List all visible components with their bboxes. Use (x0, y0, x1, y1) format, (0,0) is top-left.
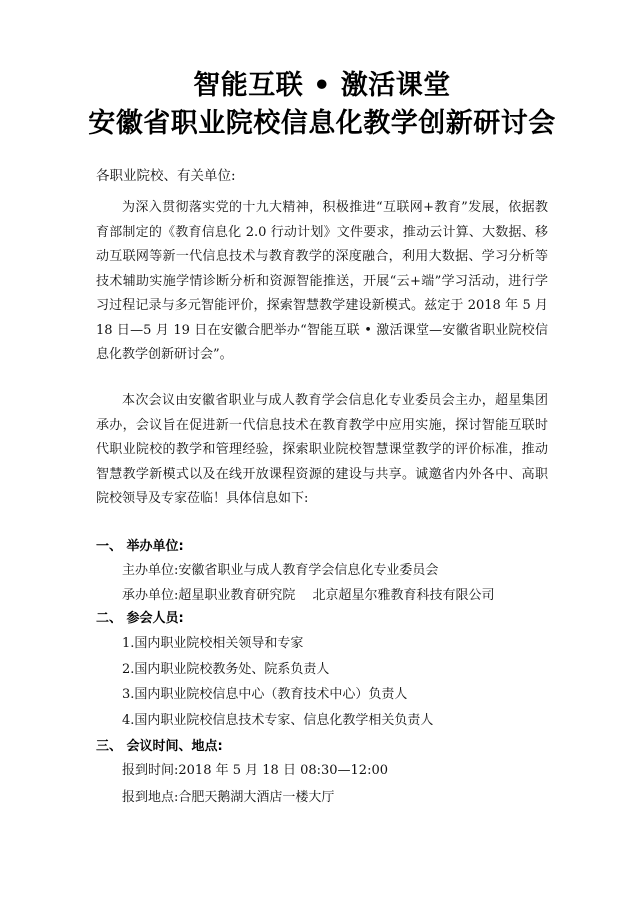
document-title-line1: 智能互联 • 激活课堂 (193, 70, 451, 101)
section-heading-organizers: 一、 举办单位: (96, 539, 184, 554)
conference-description-paragraph: 本次会议由安徽省职业与成人教育学会信息化专业委员会主办，超星集团承办，会议旨在促进新一代信息技术在教育教学中应用实施，探讨智能互联时代职业院校的教学和管理经验，探索职业院校智慧课堂教学的评价标准，推动智慧教学新模式以及在线开放课程资源的建设与共享。诚邀省内外各中、高职院校领导及专家莅临！具体信息如下: (96, 393, 548, 506)
organizer-unit: 承办单位:超星职业教育研究院 北京超星尔雅教育科技有限公司 (122, 588, 495, 603)
section-heading-time-place: 三、 会议时间、地点: (96, 739, 223, 754)
registration-time: 报到时间:2018 年 5 月 18 日 08:30—12:00 (122, 763, 388, 778)
participant-item: 2.国内职业院校教务处、院系负责人 (122, 662, 330, 677)
participant-item: 4.国内职业院校信息技术专家、信息化教学相关负责人 (122, 713, 434, 728)
registration-place: 报到地点:合肥天鹅湖大酒店一楼大厅 (122, 790, 335, 805)
participant-item: 3.国内职业院校信息中心（教育技术中心）负责人 (122, 687, 408, 702)
host-unit: 主办单位:安徽省职业与成人教育学会信息化专业委员会 (122, 563, 439, 578)
section-heading-participants: 二、 参会人员: (96, 611, 184, 626)
intro-paragraph: 为深入贯彻落实党的十九大精神，积极推进“互联网+教育”发展，依据教育部制定的《教育信息化 2.0 行动计划》文件要求，推动云计算、大数据、移动互联网等新一代信息技术与教育教学的深度融合，利用大数据、学习分析等技术辅助实施学情诊断分析和资源智能推送，开展“云+端”学习活动，进行学习过程记录与多元智能评价，探索智慧教学建设新模式。兹定于 2018 年 5 月 18 日—5 月 19 日在安徽合肥举办“智能互联 • 激活课堂—安徽省职业院校信息化教学创新研讨会”。 (96, 200, 548, 362)
salutation: 各职业院校、有关单位: (96, 168, 236, 184)
participant-item: 1.国内职业院校相关领导和专家 (122, 636, 304, 651)
document-title-line2: 安徽省职业院校信息化教学创新研讨会 (88, 108, 556, 139)
